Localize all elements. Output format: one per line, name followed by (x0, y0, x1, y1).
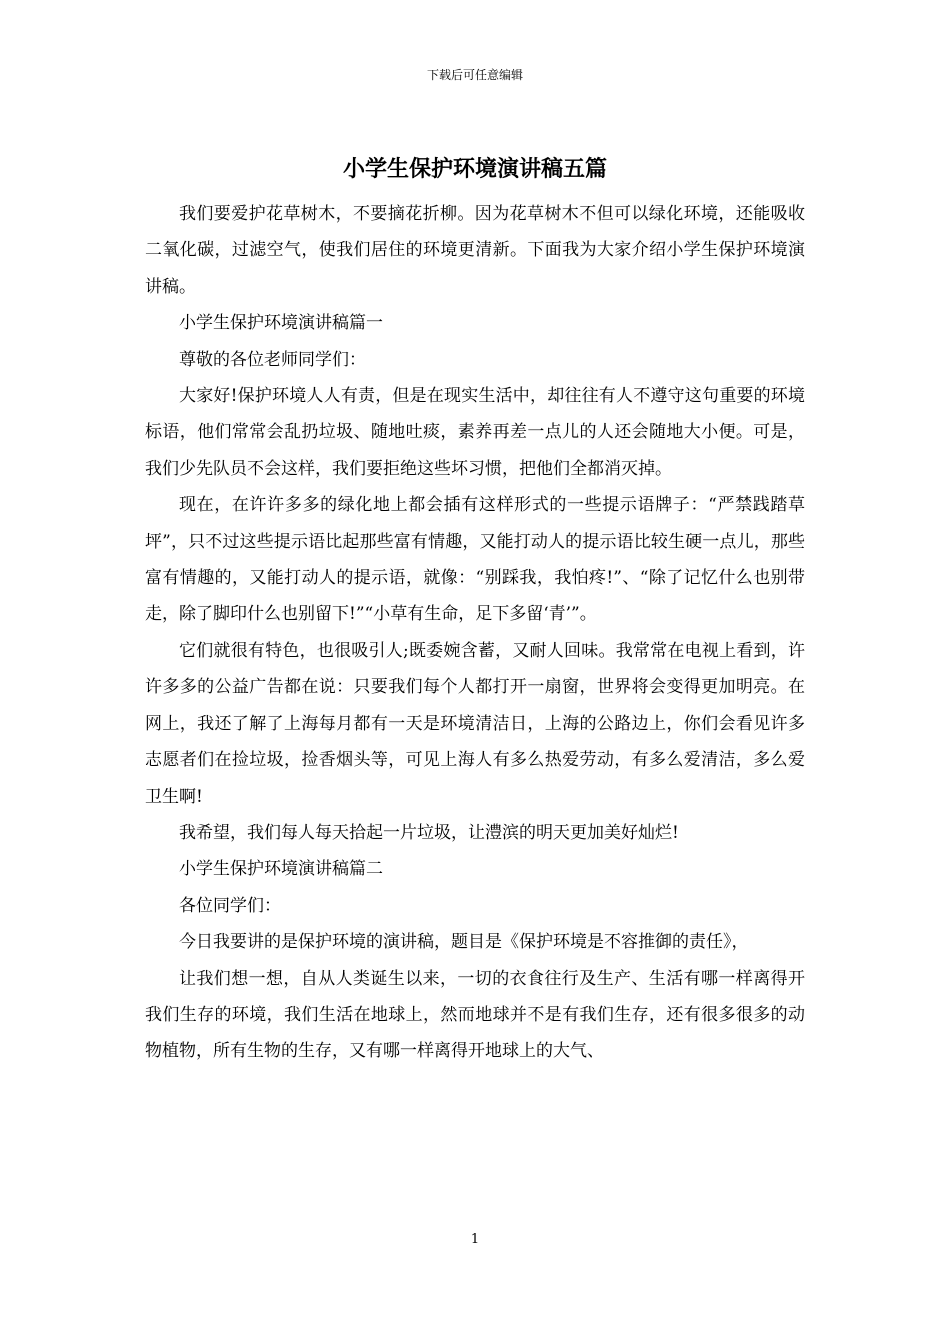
section-heading: 小学生保护环境演讲稿篇一 (179, 313, 383, 334)
section-heading: 小学生保护环境演讲稿篇二 (179, 859, 383, 880)
paragraph: 我们要爱护花草树木，不要摘花折柳。因为花草树木不但可以绿化环境，还能吸收二氧化碳，过滤空气，使我们居住的环境更清新。下面我为大家介绍小学生保护环境演讲稿。 (145, 204, 805, 297)
page-number: 1 (470, 1232, 480, 1247)
document-body (145, 196, 805, 1070)
salutation: 各位同学们： (179, 895, 281, 916)
paragraph: 我希望，我们每人每天拾起一片垃圾，让澧滨的明天更加美好灿烂! (179, 822, 679, 843)
document-title: 小学生保护环境演讲稿五篇 (342, 156, 607, 182)
paragraph: 它们就很有特色，也很吸引人;既委婉含蓄，又耐人回味。我常常在电视上看到，许许多多的公益广告都在说：只要我们每个人都打开一扇窗，世界将会变得更加明亮。在网上，我还了解了上海每月都有一天是环境清洁日，上海的公路边上，你们会看见许多志愿者们在捡垃圾，捡香烟头等，可见上海人有多么热爱劳动，有多么爱清洁，多么爱卫生啊! (145, 640, 805, 807)
paragraph: 今日我要讲的是保护环境的演讲稿，题目是《保护环境是不容推御的责任》， (179, 932, 749, 953)
paragraph: 现在，在许许多多的绿化地上都会插有这样形式的一些提示语牌子：“严禁践踏草坪”，只不过这些提示语比起那些富有情趣，又能打动人的提示语比较生硬一点儿，那些富有情趣的，又能打动人的提示语，就像：“别踩我，我怕疼!”、“除了记忆什么也别带走，除了脚印什么也别留下!”“小草有生命，足下多留‘青’”。 (145, 495, 805, 625)
paragraph: 大家好!保护环境人人有责，但是在现实生活中，却往往有人不遵守这句重要的环境标语，他们常常会乱扔垃圾、随地吐痰，素养再差一点儿的人还会随地大小便。可是，我们少先队员不会这样，我们要拒绝这些坏习惯，把他们全都消灭掉。 (145, 386, 805, 479)
salutation: 尊敬的各位老师同学们： (179, 349, 366, 370)
paragraph: 让我们想一想，自从人类诞生以来，一切的衣食往行及生产、生活有哪一样离得开我们生存的环境，我们生活在地球上，然而地球并不是有我们生存，还有很多很多的动物植物，所有生物的生存，又有哪一样离得开地球上的大气、 (145, 968, 805, 1062)
page-header: 下载后可任意编辑 (426, 68, 523, 82)
